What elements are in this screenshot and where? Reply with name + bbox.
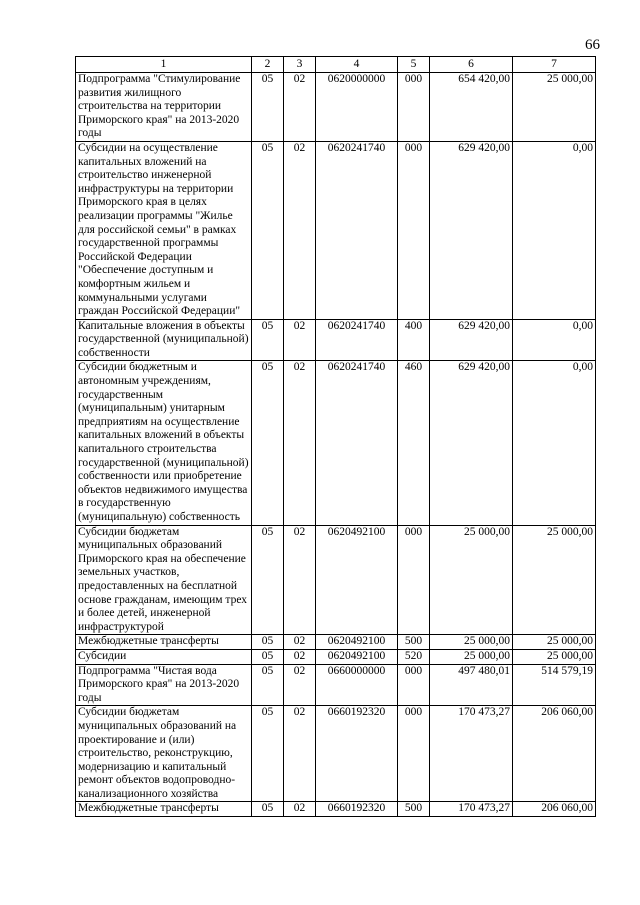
table-row (76, 802, 596, 817)
budget-table (75, 56, 596, 817)
row-type: 000 (398, 73, 430, 142)
column-header-type: 5 (398, 57, 430, 73)
row-name: Субсидии бюджетным и автономным учреждениям, государственным (муниципальным) унитарным предприятиям на осуществление капитальных вложений в объекты капитального строительства государственной (муниципальной) собственности или приобретение объектов недвижимого имущества в государственную (муниципальную) собственность (76, 361, 252, 525)
row-type: 460 (398, 361, 430, 525)
row-section: 05 (252, 802, 284, 817)
table-row (76, 73, 596, 142)
row-type: 400 (398, 319, 430, 361)
row-sum1: 25 000,00 (430, 525, 513, 635)
row-target: 0620492100 (316, 649, 398, 664)
row-target: 0620241740 (316, 319, 398, 361)
row-target: 0620241740 (316, 141, 398, 319)
row-section: 05 (252, 73, 284, 142)
table-row (76, 706, 596, 802)
row-subsection: 02 (284, 649, 316, 664)
row-target: 0660192320 (316, 706, 398, 802)
row-sum2: 206 060,00 (513, 802, 596, 817)
row-type: 500 (398, 635, 430, 650)
column-header-section: 2 (252, 57, 284, 73)
table-body (76, 73, 596, 817)
table-row (76, 141, 596, 319)
row-subsection: 02 (284, 525, 316, 635)
row-section: 05 (252, 664, 284, 706)
row-sum1: 629 420,00 (430, 141, 513, 319)
row-target: 0620241740 (316, 361, 398, 525)
table-row (76, 361, 596, 525)
row-section: 05 (252, 141, 284, 319)
row-sum2: 25 000,00 (513, 649, 596, 664)
column-header-name: 1 (76, 57, 252, 73)
row-sum2: 206 060,00 (513, 706, 596, 802)
row-type: 000 (398, 706, 430, 802)
row-sum2: 0,00 (513, 361, 596, 525)
row-subsection: 02 (284, 635, 316, 650)
row-section: 05 (252, 525, 284, 635)
row-subsection: 02 (284, 802, 316, 817)
row-type: 000 (398, 664, 430, 706)
row-subsection: 02 (284, 141, 316, 319)
row-section: 05 (252, 706, 284, 802)
row-target: 0660000000 (316, 664, 398, 706)
table-row (76, 635, 596, 650)
row-target: 0620000000 (316, 73, 398, 142)
table-header-row (76, 57, 596, 73)
row-sum1: 25 000,00 (430, 649, 513, 664)
row-subsection: 02 (284, 664, 316, 706)
row-subsection: 02 (284, 73, 316, 142)
table-row (76, 319, 596, 361)
row-name: Подпрограмма "Чистая вода Приморского края" на 2013-2020 годы (76, 664, 252, 706)
row-target: 0620492100 (316, 635, 398, 650)
row-sum1: 170 473,27 (430, 706, 513, 802)
row-subsection: 02 (284, 361, 316, 525)
row-target: 0620492100 (316, 525, 398, 635)
row-type: 520 (398, 649, 430, 664)
row-sum2: 0,00 (513, 141, 596, 319)
row-sum1: 497 480,01 (430, 664, 513, 706)
row-name: Субсидии на осуществление капитальных вложений на строительство инженерной инфраструктуры на территории Приморского края в целях реализации программы "Жилье для российской семьи" в рамках государственной программы Российской Федерации "Обеспечение доступным и комфортным жильем и коммунальными услугами граждан Российской Федерации" (76, 141, 252, 319)
row-type: 000 (398, 525, 430, 635)
column-header-subsection: 3 (284, 57, 316, 73)
table-row (76, 649, 596, 664)
column-header-target: 4 (316, 57, 398, 73)
row-name: Межбюджетные трансферты (76, 635, 252, 650)
table-row (76, 664, 596, 706)
column-header-sum2: 7 (513, 57, 596, 73)
row-section: 05 (252, 319, 284, 361)
row-sum1: 25 000,00 (430, 635, 513, 650)
row-sum2: 25 000,00 (513, 525, 596, 635)
row-sum2: 25 000,00 (513, 73, 596, 142)
column-header-sum1: 6 (430, 57, 513, 73)
row-name: Межбюджетные трансферты (76, 802, 252, 817)
row-name: Субсидии (76, 649, 252, 664)
table-row (76, 525, 596, 635)
row-subsection: 02 (284, 319, 316, 361)
row-sum1: 629 420,00 (430, 319, 513, 361)
row-subsection: 02 (284, 706, 316, 802)
row-sum1: 170 473,27 (430, 802, 513, 817)
row-name: Субсидии бюджетам муниципальных образований Приморского края на обеспечение земельных участков, предоставленных на бесплатной основе гражданам, имеющим трех и более детей, инженерной инфраструктурой (76, 525, 252, 635)
row-name: Капитальные вложения в объекты государственной (муниципальной) собственности (76, 319, 252, 361)
row-section: 05 (252, 635, 284, 650)
row-name: Подпрограмма "Стимулирование развития жилищного строительства на территории Приморского края" на 2013-2020 годы (76, 73, 252, 142)
row-sum2: 25 000,00 (513, 635, 596, 650)
row-sum2: 0,00 (513, 319, 596, 361)
row-sum1: 629 420,00 (430, 361, 513, 525)
row-name: Субсидии бюджетам муниципальных образований на проектирование и (или) строительство, реконструкцию, модернизацию и капитальный ремонт объектов водопроводно-канализационного хозяйства (76, 706, 252, 802)
row-type: 000 (398, 141, 430, 319)
row-sum1: 654 420,00 (430, 73, 513, 142)
row-sum2: 514 579,19 (513, 664, 596, 706)
row-target: 0660192320 (316, 802, 398, 817)
page-number: 66 (585, 37, 600, 53)
row-section: 05 (252, 361, 284, 525)
row-type: 500 (398, 802, 430, 817)
row-section: 05 (252, 649, 284, 664)
